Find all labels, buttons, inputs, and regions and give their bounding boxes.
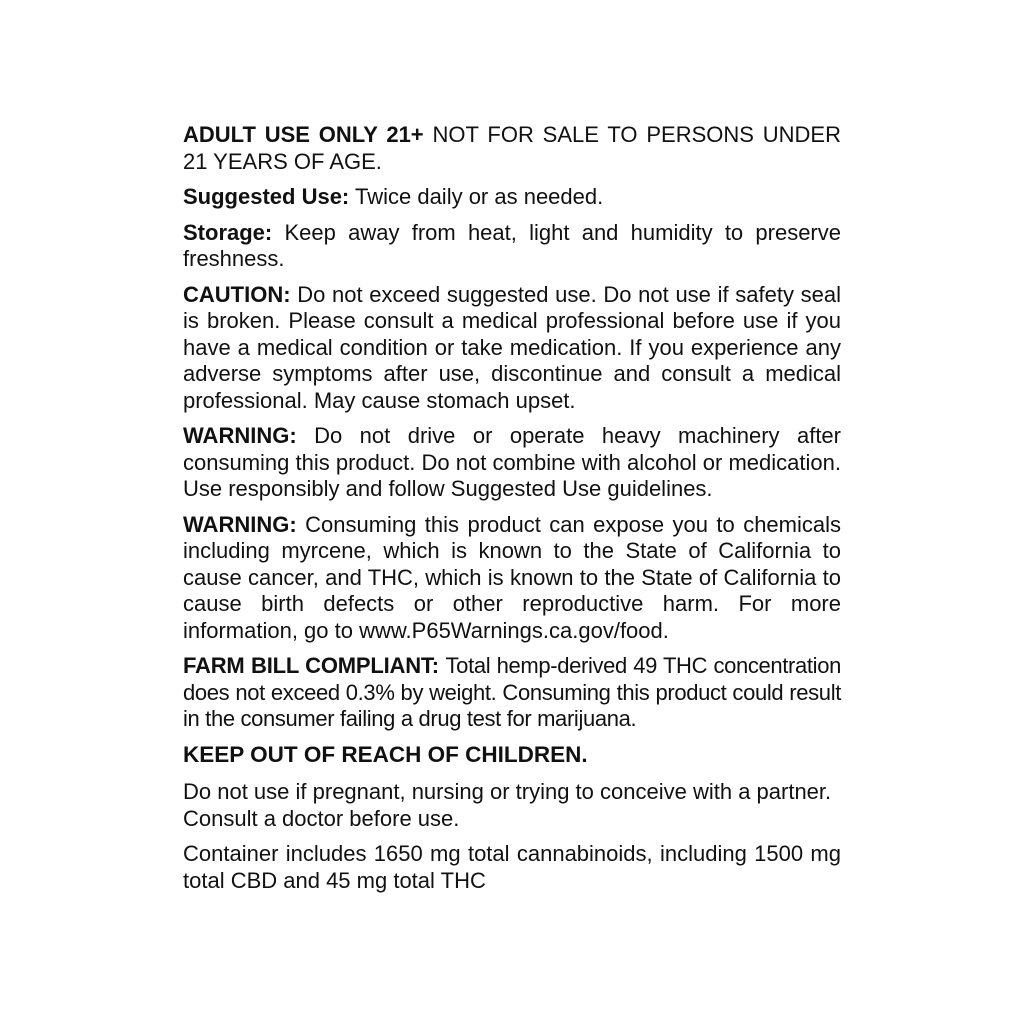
- caution-text: Do not exceed suggested use. Do not use if safety seal is broken. Please consult a medical professional before use if you have a medical condition or take medication. If you experience any adverse symptoms after use, discontinue and consult a medical professional. May cause stomach upset.: [183, 281, 841, 413]
- keep-out-of-reach-heading: KEEP OUT OF REACH OF CHILDREN.: [183, 741, 588, 767]
- warning-machinery-text: Do not drive or operate heavy machinery after consuming this product. Do not combine with alcohol or medication. Use responsibly and follow Suggested Use guidelines.: [183, 423, 841, 501]
- suggested-use-text: Twice daily or as needed.: [354, 184, 604, 209]
- warning-prop65-heading: WARNING:: [183, 511, 297, 537]
- caution-paragraph: [183, 282, 841, 415]
- container-content-statement: Container includes 1650 mg total cannabinoids, including 1500 mg total CBD and 45 mg total THC: [183, 841, 841, 893]
- warning-prop65-paragraph: [183, 512, 841, 645]
- storage-text: Keep away from heat, light and humidity to preserve freshness.: [183, 219, 841, 271]
- suggested-use-heading: Suggested Use:: [183, 184, 350, 209]
- adult-use-paragraph: [183, 122, 841, 175]
- adult-use-text: NOT FOR SALE TO PERSONS UNDER 21 YEARS OF AGE.: [183, 122, 841, 174]
- warning-prop65-text: Consuming this product can expose you to chemicals including myrcene, which is known to the State of California to cause cancer, and THC, which is known to the State of California to cause birth defects or other reproductive harm. For more information, go to www.P65Warnings.ca.gov/food.: [183, 511, 841, 643]
- farm-bill-heading: FARM BILL COMPLIANT:: [183, 653, 439, 678]
- caution-heading: CAUTION:: [183, 281, 291, 307]
- warning-machinery-heading: WARNING:: [183, 423, 297, 448]
- pregnancy-warning: Do not use if pregnant, nursing or trying to conceive with a partner. Consult a doctor before use.: [183, 779, 832, 831]
- farm-bill-text: Total hemp-derived 49 THC concentration does not exceed 0.3% by weight. Consuming this product could result in the consumer failing a drug test for marijuana.: [183, 653, 841, 731]
- warning-machinery-paragraph: [183, 423, 841, 503]
- warning-label-panel: [183, 122, 841, 903]
- storage-heading: Storage:: [183, 219, 273, 245]
- suggested-use-paragraph: [183, 184, 841, 211]
- adult-use-heading: ADULT USE ONLY 21+: [183, 122, 424, 147]
- farm-bill-paragraph: [183, 653, 841, 733]
- storage-paragraph: [183, 220, 841, 273]
